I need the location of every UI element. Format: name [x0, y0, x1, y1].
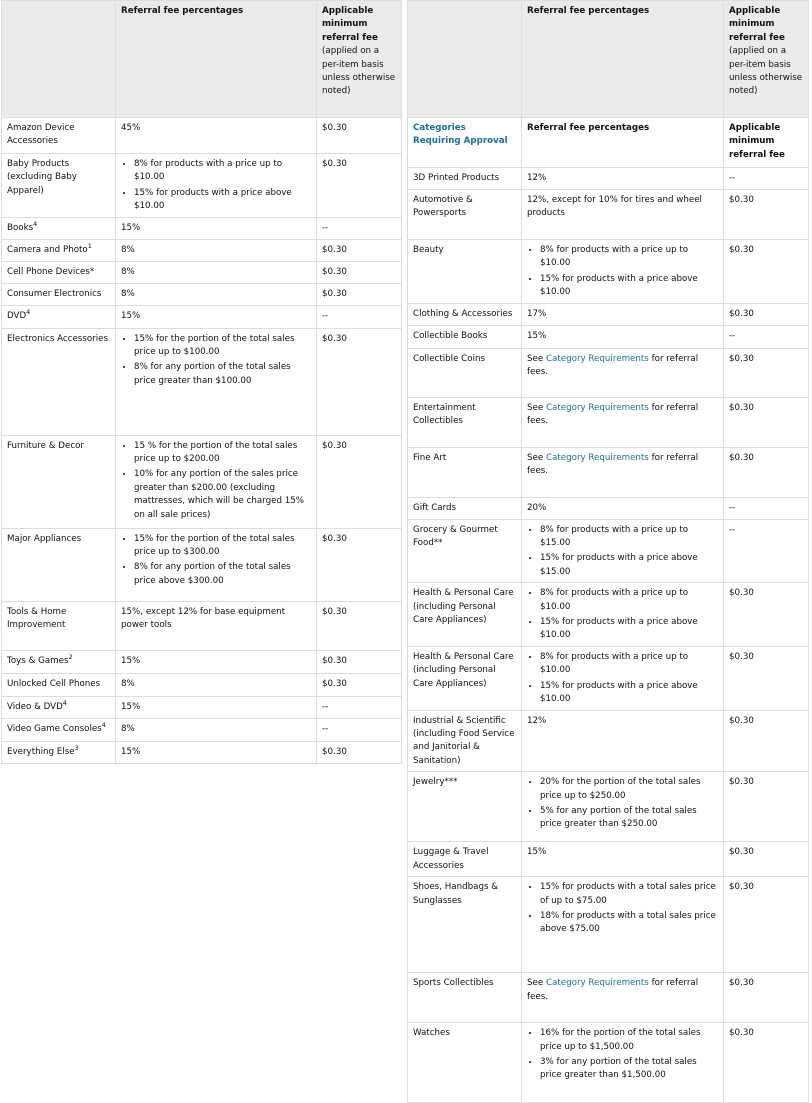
category-cell	[408, 519, 522, 583]
fee-value: 8%	[121, 723, 135, 734]
fee-cell	[116, 435, 317, 528]
fee-value: 45%	[121, 123, 141, 133]
category-name: Cell Phone Devices*	[7, 266, 95, 277]
fee-cell	[116, 741, 317, 763]
right-table-body	[408, 118, 809, 1103]
header-category-cell	[2, 1, 116, 118]
category-cell	[408, 710, 522, 772]
category-cell	[2, 261, 116, 283]
category-name: Watches	[413, 1028, 450, 1039]
category-cell	[2, 435, 116, 528]
header-min-fee-cell	[317, 1, 402, 118]
category-requirements-link[interactable]: Category Requirements	[545, 353, 649, 364]
category-cell	[408, 397, 522, 447]
fee-list-item: • 16% for the portion of the total sales price up to $1,500.00	[540, 1027, 718, 1054]
fee-list	[527, 244, 718, 300]
category-name: Shoes, Handbags & Sunglasses	[413, 882, 499, 906]
fee-value: 15%	[121, 655, 141, 666]
table-row	[2, 741, 402, 763]
category-name: Automotive & Powersports	[413, 195, 473, 219]
min-fee-cell: $0.30	[724, 710, 809, 772]
fee-value: 20%	[527, 502, 547, 513]
fee-list	[121, 533, 311, 589]
fee-cell	[116, 650, 317, 673]
min-fee-cell: $0.30	[724, 1023, 809, 1103]
min-fee-cell: --	[317, 696, 402, 718]
min-fee-cell: --	[724, 497, 809, 519]
category-cell	[408, 348, 522, 397]
table-row	[2, 650, 402, 673]
category-cell	[2, 673, 116, 696]
fee-cell	[522, 348, 724, 397]
footnote-marker: 4	[101, 720, 106, 729]
fee-cell	[522, 447, 724, 497]
header-category-cell	[408, 1, 522, 118]
left-table-body	[2, 118, 402, 764]
table-row	[408, 497, 809, 519]
table-row	[2, 435, 402, 528]
category-cell	[408, 497, 522, 519]
table-row	[408, 710, 809, 772]
categories-requiring-approval-link[interactable]: Categories Requiring Approval	[413, 123, 508, 147]
fee-list-item: • 8% for any portion of the total sales price greater than $100.00	[134, 361, 311, 388]
fee-list-item: • 20% for the portion of the total sales price up to $250.00	[540, 776, 718, 803]
fee-list-item: • 8% for any portion of the total sales price above $300.00	[134, 561, 311, 588]
category-cell	[408, 240, 522, 304]
table-row	[2, 718, 402, 741]
min-fee-cell: $0.30	[724, 348, 809, 397]
fee-list-item: • 18% for products with a total sales price above $75.00	[540, 910, 718, 937]
fee-list-item: • 15% for products with a total sales price of up to $75.00	[540, 881, 718, 908]
header-row	[2, 1, 402, 118]
fee-value: 8%	[121, 678, 135, 689]
category-name: Consumer Electronics	[7, 288, 102, 299]
fee-value: 15%	[121, 310, 141, 321]
category-cell	[2, 305, 116, 328]
category-name: Unlocked Cell Phones	[7, 678, 101, 689]
referral-fee-table-left	[1, 0, 402, 764]
min-fee-cell: --	[724, 519, 809, 583]
table-row	[2, 673, 402, 696]
fee-list-item: • 8% for products with a price up to $10.00	[540, 651, 718, 678]
table-row	[408, 447, 809, 497]
category-cell	[408, 325, 522, 348]
min-fee-cell: $0.30	[724, 973, 809, 1023]
min-fee-cell: $0.30	[724, 397, 809, 447]
fee-cell	[522, 772, 724, 842]
table-row	[408, 1023, 809, 1103]
see-prefix: See	[527, 353, 546, 364]
fee-list-item: • 8% for products with a price up to $10.00	[540, 244, 718, 271]
fee-cell	[522, 710, 724, 772]
category-name: Gift Cards	[413, 502, 457, 513]
category-cell	[408, 877, 522, 973]
min-fee-cell: $0.30	[317, 283, 402, 305]
header-min-fee-title: Applicable minimum referral fee	[729, 6, 785, 43]
category-name: Entertainment Collectibles	[413, 402, 476, 427]
fee-cell	[116, 154, 317, 218]
fee-cell	[116, 718, 317, 741]
category-name: Everything Else	[7, 746, 75, 757]
table-row	[408, 190, 809, 240]
fee-list-item: • 15% for the portion of the total sales price up to $100.00	[134, 333, 311, 360]
table-row	[2, 528, 402, 601]
fee-cell	[116, 283, 317, 305]
fee-list-item: • 8% for products with a price up to $10.00	[540, 587, 718, 614]
fee-cell	[116, 217, 317, 239]
category-cell	[408, 842, 522, 877]
category-name: Grocery & Gourmet Food**	[413, 524, 498, 549]
fee-cell	[522, 397, 724, 447]
fee-value: 17%	[527, 308, 547, 319]
category-name: Industrial & Scientific (including Food Service and Janitorial & Sanitation)	[413, 715, 515, 766]
fee-cell	[116, 239, 317, 261]
min-fee-cell: --	[317, 718, 402, 741]
table-row	[408, 842, 809, 877]
category-name: Video & DVD	[7, 701, 63, 712]
footnote-marker: 2	[68, 652, 73, 661]
category-name: 3D Printed Products	[413, 173, 500, 183]
fee-value: 8%	[121, 266, 135, 277]
category-cell	[2, 283, 116, 305]
category-cell	[2, 239, 116, 261]
fee-list-item: • 15% for products with a price above $15.00	[540, 552, 718, 579]
category-cell	[2, 601, 116, 650]
category-cell	[408, 190, 522, 240]
fee-list	[527, 524, 718, 580]
fee-list	[527, 881, 718, 937]
header-row	[408, 1, 809, 118]
fee-value: 12%	[527, 173, 547, 183]
category-name: Jewelry***	[413, 777, 458, 788]
category-name: Collectible Coins	[413, 353, 486, 364]
fee-cell	[522, 842, 724, 877]
see-prefix: See	[527, 452, 546, 463]
table-row	[408, 348, 809, 397]
category-name: Baby Products (excluding Baby Apparel)	[7, 159, 77, 196]
fee-cell	[522, 497, 724, 519]
header-fee-cell: Referral fee percentages	[522, 1, 724, 118]
category-name: DVD	[7, 310, 27, 321]
fee-list-item: • 3% for any portion of the total sales price greater than $1,500.00	[540, 1056, 718, 1083]
see-suffix: for referral fees.	[527, 978, 699, 1002]
category-cell	[2, 528, 116, 601]
min-fee-cell: $0.30	[317, 528, 402, 601]
header-min-fee-title: Applicable minimum referral fee	[322, 6, 378, 43]
see-prefix: See	[527, 402, 546, 413]
fee-value: 15%	[121, 222, 141, 233]
category-cell	[408, 447, 522, 497]
header-min-fee-note: (applied on a per-item basis unless otherwise noted)	[729, 46, 803, 97]
min-fee-cell: $0.30	[724, 646, 809, 710]
fee-list-item: • 15% for products with a price above $10.00	[540, 273, 718, 300]
table-row	[2, 305, 402, 328]
table-row	[2, 239, 402, 261]
min-fee-cell: $0.30	[724, 447, 809, 497]
footnote-marker: 4	[26, 307, 31, 316]
min-fee-cell: $0.30	[724, 240, 809, 304]
fee-cell	[116, 328, 317, 435]
category-cell	[2, 741, 116, 763]
category-cell	[408, 646, 522, 710]
fee-list	[527, 651, 718, 707]
min-fee-cell: $0.30	[724, 583, 809, 647]
category-name: Electronics Accessories	[7, 333, 109, 344]
category-cell	[2, 650, 116, 673]
fee-cell	[116, 696, 317, 718]
fee-list	[527, 587, 718, 643]
min-fee-cell: --	[317, 217, 402, 239]
category-name: Tools & Home Improvement	[7, 606, 67, 631]
fee-cell	[522, 646, 724, 710]
table-row	[2, 118, 402, 154]
fee-list	[121, 158, 311, 214]
fee-cell	[522, 190, 724, 240]
header-min-fee-note: (applied on a per-item basis unless otherwise noted)	[322, 46, 396, 97]
min-fee-cell: $0.30	[317, 261, 402, 283]
fee-list-item: • 8% for products with a price up to $15.00	[540, 524, 718, 551]
category-name: Collectible Books	[413, 330, 488, 341]
min-fee-cell: $0.30	[317, 673, 402, 696]
category-name: Books	[7, 222, 34, 233]
category-name: Clothing & Accessories	[413, 308, 513, 319]
min-fee-cell: $0.30	[724, 772, 809, 842]
table-row	[2, 328, 402, 435]
category-name: Health & Personal Care (including Personal Care Appliances)	[413, 588, 514, 626]
category-name: Toys & Games	[7, 655, 69, 666]
approval-categories-link-cell[interactable]	[408, 118, 522, 168]
fee-cell	[116, 528, 317, 601]
min-fee-cell: $0.30	[317, 650, 402, 673]
table-row	[408, 583, 809, 647]
table-row	[2, 217, 402, 239]
table-row	[2, 283, 402, 305]
fee-list	[121, 440, 311, 522]
category-cell	[2, 718, 116, 741]
min-fee-cell: --	[724, 168, 809, 190]
min-fee-cell: $0.30	[724, 190, 809, 240]
category-requirements-link[interactable]: Category Requirements	[545, 452, 649, 463]
min-fee-cell: $0.30	[317, 741, 402, 763]
fee-list	[527, 1027, 718, 1083]
fee-cell	[522, 583, 724, 647]
footnote-marker: 3	[74, 743, 79, 752]
category-name: Fine Art	[413, 452, 447, 463]
min-fee-cell: $0.30	[724, 303, 809, 325]
fee-list	[121, 333, 311, 389]
category-name: Video Game Consoles	[7, 723, 102, 734]
footnote-marker: 1	[87, 241, 92, 250]
table-row	[2, 696, 402, 718]
table-row	[2, 601, 402, 650]
fee-value: 15%	[527, 847, 547, 858]
see-suffix: for referral fees.	[527, 402, 699, 427]
fee-cell	[522, 519, 724, 583]
category-name: Luggage & Travel Accessories	[413, 847, 489, 871]
see-suffix: for referral fees.	[527, 353, 699, 378]
min-fee-cell: $0.30	[724, 877, 809, 973]
see-suffix: for referral fees.	[527, 452, 699, 477]
header-min-fee-cell	[724, 1, 809, 118]
table-row	[408, 168, 809, 190]
table-row	[408, 240, 809, 304]
category-cell	[408, 168, 522, 190]
table-row	[408, 397, 809, 447]
fee-value: 15%	[527, 330, 547, 341]
category-requirements-link[interactable]: Category Requirements	[545, 402, 649, 413]
fee-list-item: • 5% for any portion of the total sales price greater than $250.00	[540, 805, 718, 832]
fee-value: 15%	[121, 701, 141, 712]
fee-value: 8%	[121, 244, 135, 255]
see-prefix: See	[527, 978, 546, 989]
category-name: Health & Personal Care (including Personal Care Appliances)	[413, 651, 514, 689]
table-row	[2, 154, 402, 218]
min-fee-cell: --	[724, 325, 809, 348]
fee-value: 8%	[121, 288, 135, 299]
fee-value: 12%, except for 10% for tires and wheel products	[527, 195, 702, 219]
min-fee-cell: $0.30	[317, 601, 402, 650]
min-fee-cell: $0.30	[317, 435, 402, 528]
category-cell	[2, 154, 116, 218]
category-name: Major Appliances	[7, 533, 82, 544]
table-row	[408, 973, 809, 1023]
category-cell	[2, 118, 116, 154]
min-fee-cell: --	[317, 305, 402, 328]
category-name: Sports Collectibles	[413, 978, 494, 989]
category-name: Furniture & Decor	[7, 440, 84, 451]
fee-value: 15%, except 12% for base equipment power tools	[121, 606, 286, 631]
fee-cell	[116, 118, 317, 154]
category-cell	[2, 217, 116, 239]
fee-value: 15%	[121, 746, 141, 757]
category-cell	[408, 772, 522, 842]
fee-list-item: • 15 % for the portion of the total sales price up to $200.00	[134, 440, 311, 467]
category-name: Amazon Device Accessories	[7, 123, 75, 147]
footnote-marker: 4	[62, 698, 67, 707]
category-name: Beauty	[413, 245, 444, 255]
category-cell	[408, 973, 522, 1023]
table-row	[408, 325, 809, 348]
footnote-marker: 4	[33, 219, 38, 228]
table-row	[408, 519, 809, 583]
fee-list-item: • 15% for the portion of the total sales price up to $300.00	[134, 533, 311, 560]
approval-fee-header-cell: Referral fee percentages	[522, 118, 724, 168]
approval-min-fee-header-cell: Applicable minimum referral fee	[724, 118, 809, 168]
table-row	[408, 877, 809, 973]
header-fee-cell: Referral fee percentages	[116, 1, 317, 118]
min-fee-cell: $0.30	[317, 328, 402, 435]
fee-cell	[116, 261, 317, 283]
fee-cell	[522, 303, 724, 325]
fee-list-item: • 10% for any portion of the sales price greater than $200.00 (excluding mattresses, which will be charged 15% on all sale prices)	[134, 468, 311, 522]
category-cell	[2, 696, 116, 718]
fee-list-item: • 15% for products with a price above $10.00	[134, 187, 311, 214]
table-row	[2, 261, 402, 283]
fee-cell	[522, 973, 724, 1023]
approval-subheader-row	[408, 118, 809, 168]
fee-cell	[522, 877, 724, 973]
min-fee-cell: $0.30	[724, 842, 809, 877]
fee-cell	[522, 240, 724, 304]
category-name: Camera and Photo	[7, 244, 88, 255]
category-cell	[408, 583, 522, 647]
fee-value: 12%	[527, 715, 547, 726]
category-cell	[408, 303, 522, 325]
min-fee-cell: $0.30	[317, 118, 402, 154]
table-row	[408, 646, 809, 710]
table-row	[408, 772, 809, 842]
fee-list-item: • 8% for products with a price up to $10.00	[134, 158, 311, 185]
category-cell	[408, 1023, 522, 1103]
fee-list	[527, 776, 718, 832]
category-cell	[2, 328, 116, 435]
min-fee-cell: $0.30	[317, 154, 402, 218]
fee-cell	[116, 305, 317, 328]
fee-list-item: • 15% for products with a price above $10.00	[540, 680, 718, 707]
fee-cell	[522, 1023, 724, 1103]
referral-fee-table-right	[407, 0, 809, 1103]
fee-cell	[522, 168, 724, 190]
fee-list-item: • 15% for products with a price above $10.00	[540, 616, 718, 643]
category-requirements-link[interactable]: Category Requirements	[545, 978, 649, 989]
table-row	[408, 303, 809, 325]
fee-cell	[116, 673, 317, 696]
min-fee-cell: $0.30	[317, 239, 402, 261]
fee-cell	[116, 601, 317, 650]
fee-cell	[522, 325, 724, 348]
